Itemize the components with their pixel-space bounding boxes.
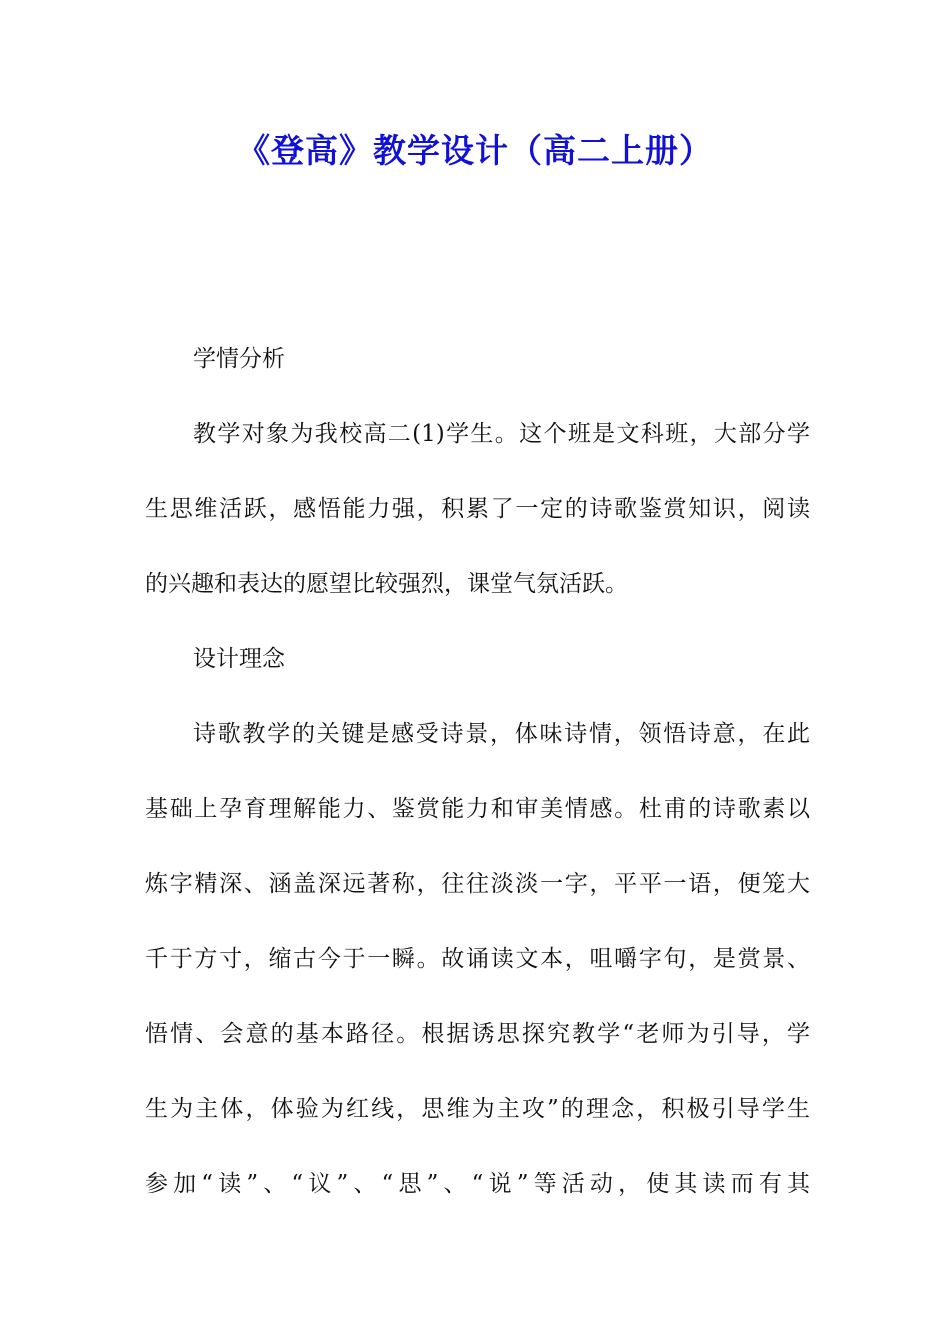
paragraph-line: 生思维活跃，感悟能力强，积累了一定的诗歌鉴赏知识，阅读	[145, 496, 810, 522]
paragraph-line: 诗歌教学的关键是感受诗景，体味诗情，领悟诗意，在此	[193, 721, 810, 747]
section-heading-student-analysis: 学情分析	[193, 346, 285, 372]
paragraph-line: 教学对象为我校高二(1)学生。这个班是文科班，大部分学	[193, 421, 810, 447]
paragraph-line: 炼字精深、涵盖深远著称，往往淡淡一字，平平一语，便笼大	[145, 871, 810, 897]
paragraph-line: 千于方寸，缩古今于一瞬。故诵读文本，咀嚼字句，是赏景、	[145, 946, 810, 972]
paragraph-line: 参加“读”、“议”、“思”、“说”等活动，使其读而有其	[145, 1171, 810, 1197]
paragraph-line: 的兴趣和表达的愿望比较强烈，课堂气氛活跃。	[145, 571, 628, 597]
paragraph-line: 生为主体，体验为红线，思维为主攻”的理念，积极引导学生	[145, 1096, 810, 1122]
section-heading-design-concept: 设计理念	[193, 646, 285, 672]
paragraph-line: 悟情、会意的基本路径。根据诱思探究教学“老师为引导，学	[145, 1021, 810, 1047]
document-title: 《登高》教学设计（高二上册）	[237, 131, 713, 170]
paragraph-line: 基础上孕育理解能力、鉴赏能力和审美情感。杜甫的诗歌素以	[145, 796, 810, 822]
